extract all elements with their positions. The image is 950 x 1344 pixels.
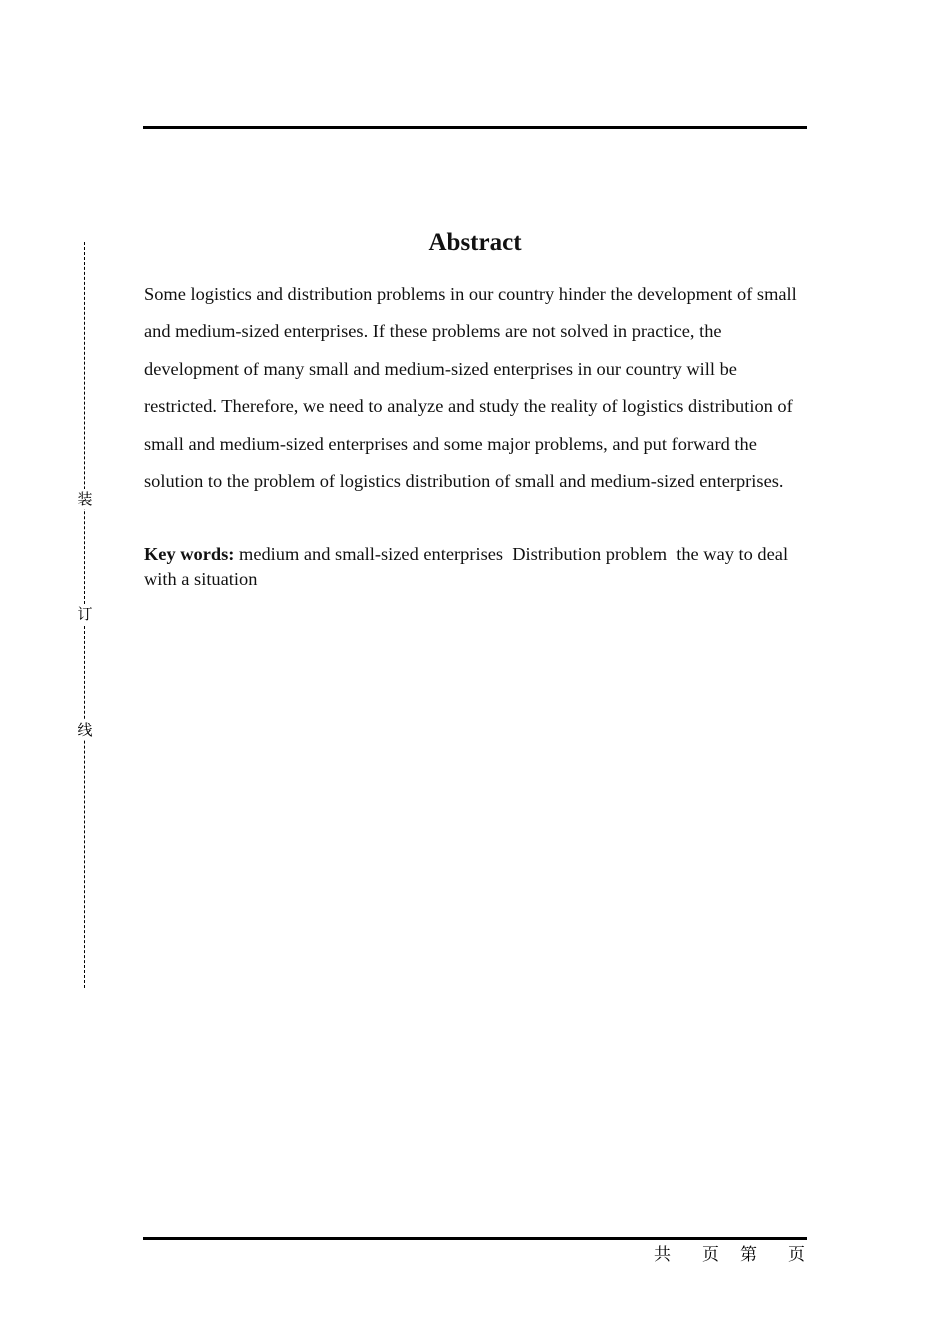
footer-current-label: 第 (740, 1245, 757, 1265)
footer-page-label-1: 页 (702, 1245, 719, 1265)
keywords-text: medium and small-sized enterprises Distribution problem the way to deal with a situation (144, 544, 793, 589)
footer-page-label-2: 页 (788, 1245, 805, 1265)
keywords-label: Key words: (144, 544, 235, 564)
footer-total-label: 共 (654, 1245, 671, 1265)
header-rule (143, 126, 807, 129)
binding-char-zhuang: 装 (75, 489, 95, 509)
keywords-paragraph (144, 542, 808, 592)
binding-margin (70, 242, 100, 988)
abstract-body: Some logistics and distribution problems in our country hinder the development of small and medium-sized enterprises. If these problems are not solved in practice, the development of many small and medium-sized enterprises in our country will be restricted. Therefore, we need to analyze and study the reality of logistics distribution of small and medium-sized enterprises and some major problems, and put forward the solution to the problem of logistics distribution of small and medium-sized enterprises. (144, 284, 797, 492)
binding-char-ding: 订 (75, 604, 95, 624)
binding-char-xian: 线 (75, 720, 95, 740)
abstract-title: Abstract (428, 229, 522, 256)
footer-rule (143, 1237, 807, 1240)
